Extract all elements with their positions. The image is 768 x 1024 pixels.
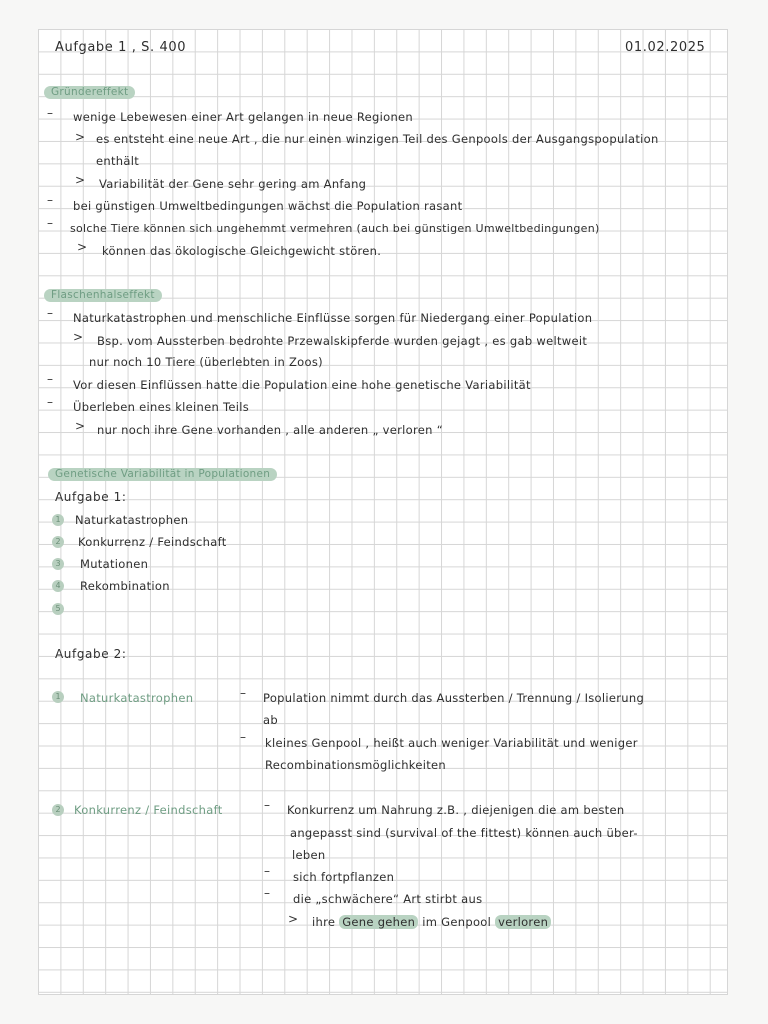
number-badge: 1 <box>52 691 64 703</box>
a2-item-label: Naturkatastrophen <box>80 691 194 705</box>
note-line: nur noch ihre Gene vorhanden , alle anderen „ verloren “ <box>97 423 443 437</box>
note-line: solche Tiere können sich ungehemmt vermehren (auch bei günstigen Umweltbedingungen) <box>70 222 600 235</box>
note-line: nur noch 10 Tiere (überlebten in Zoos) <box>89 355 323 369</box>
note-line: angepasst sind (survival of the fittest) können auch über- <box>290 826 638 840</box>
note-line: leben <box>292 848 326 862</box>
bullet-dash: – <box>47 395 53 409</box>
aufgabe2-label: Aufgabe 2: <box>55 647 127 661</box>
page-date: 01.02.2025 <box>625 40 706 55</box>
list-item: Rekombination <box>80 579 170 593</box>
text-segment: ihre <box>312 915 336 929</box>
note-line: sich fortpflanzen <box>293 870 395 884</box>
note-line: Naturkatastrophen und menschliche Einflüsse sorgen für Niedergang einer Population <box>73 311 593 325</box>
heading-gruendereffekt: Gründereffekt <box>44 86 135 99</box>
aufgabe1-label: Aufgabe 1: <box>55 490 127 504</box>
list-item: Konkurrenz / Feindschaft <box>78 535 227 549</box>
arrow-icon: > <box>75 130 86 144</box>
list-item: Naturkatastrophen <box>75 513 189 527</box>
note-line: Vor diesen Einflüssen hatte die Population eine hohe genetische Variabilität <box>73 378 531 392</box>
bullet-dash: – <box>264 798 270 812</box>
arrow-icon: > <box>75 419 86 433</box>
grid-paper <box>38 29 728 995</box>
note-line: ab <box>263 713 278 727</box>
note-line: die „schwächere“ Art stirbt aus <box>293 892 483 906</box>
number-badge: 3 <box>52 558 64 570</box>
highlighted-text: verloren <box>495 915 551 929</box>
heading-flaschenhalseffekt: Flaschenhalseffekt <box>44 289 162 302</box>
arrow-icon: > <box>75 173 86 187</box>
page-title: Aufgabe 1 , S. 400 <box>55 40 187 55</box>
bullet-dash: – <box>240 686 246 700</box>
bullet-dash: – <box>47 106 53 120</box>
bullet-dash: – <box>47 372 53 386</box>
note-line: Recombinationsmöglichkeiten <box>265 758 446 772</box>
note-line: können das ökologische Gleichgewicht stören. <box>102 244 382 258</box>
number-badge: 2 <box>52 536 64 548</box>
number-badge: 5 <box>52 603 64 615</box>
note-line: Überleben eines kleinen Teils <box>73 400 250 414</box>
heading-genetische-variabilitaet: Genetische Variabilität in Populationen <box>48 468 277 481</box>
note-line: wenige Lebewesen einer Art gelangen in neue Regionen <box>73 110 413 124</box>
list-item: Mutationen <box>80 557 149 571</box>
a2-item-label: Konkurrenz / Feindschaft <box>74 803 223 817</box>
arrow-icon: > <box>73 330 84 344</box>
note-line: Konkurrenz um Nahrung z.B. , diejenigen die am besten <box>287 803 625 817</box>
arrow-icon: > <box>288 912 299 926</box>
note-line: Population nimmt durch das Aussterben / Trennung / Isolierung <box>263 691 645 705</box>
text-segment: im Genpool <box>422 915 492 929</box>
number-badge: 1 <box>52 514 64 526</box>
note-line: enthält <box>96 154 140 168</box>
bullet-dash: – <box>264 864 270 878</box>
highlighted-text: Gene gehen <box>339 915 418 929</box>
note-line: Bsp. vom Aussterben bedrohte Przewalskipferde wurden gejagt , es gab weltweit <box>97 334 588 348</box>
bullet-dash: – <box>264 886 270 900</box>
arrow-icon: > <box>77 240 88 254</box>
bullet-dash: – <box>47 193 53 207</box>
number-badge: 4 <box>52 580 64 592</box>
bullet-dash: – <box>47 216 53 230</box>
note-line: es entsteht eine neue Art , die nur einen winzigen Teil des Genpools der Ausgangspopulation <box>96 132 659 146</box>
bullet-dash: – <box>47 306 53 320</box>
note-line: bei günstigen Umweltbedingungen wächst die Population rasant <box>73 199 463 213</box>
note-line: kleines Genpool , heißt auch weniger Variabilität und weniger <box>265 736 638 750</box>
bullet-dash: – <box>240 730 246 744</box>
note-line <box>312 915 551 929</box>
number-badge: 2 <box>52 804 64 816</box>
note-line: Variabilität der Gene sehr gering am Anfang <box>99 177 367 191</box>
